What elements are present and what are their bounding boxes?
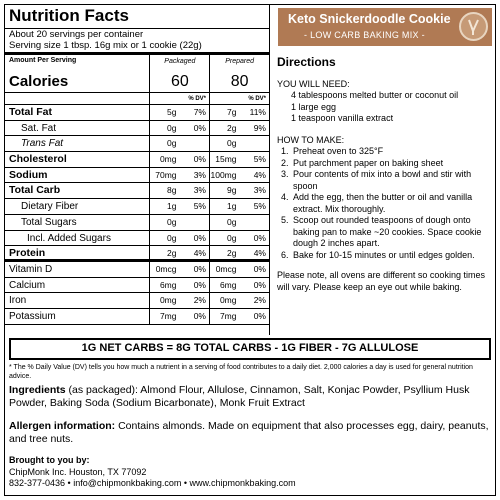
nutrient-amount-packaged: 1g [167,201,177,212]
nutrient-dv-packaged: 7% [193,107,206,117]
nutrient-amount-packaged: 5g [167,107,177,117]
nutrient-amount-prepared: 1g [227,201,237,212]
nutrient-amount-packaged: 0mg [159,154,177,165]
nutrient-amount-packaged: 0g [167,138,177,149]
nutrient-row [5,231,269,247]
nutrient-row [5,215,269,231]
nutrient-row [5,183,269,199]
step-text: Bake for 10-15 minutes or until edges golden. [293,249,475,260]
directions-heading: Directions [277,55,336,69]
nutrient-name: Sodium [9,168,48,181]
amount-per-serving-label: Amount Per Serving [9,57,77,64]
nutrient-dv-prepared: 4% [253,169,266,180]
step-item [277,169,495,192]
step-item [277,158,495,170]
allergen-info [9,420,495,446]
nutrient-row [5,136,269,152]
nutrient-amount-packaged: 8g [167,185,177,196]
nutrient-amount-packaged: 0g [167,216,177,227]
nutrient-name: Protein [9,247,46,260]
brought-heading: Brought to you by: [9,455,90,465]
nutrient-dv-packaged: 0% [193,122,206,133]
nutrient-amount-prepared: 2g [227,248,237,259]
nutrient-amount-prepared: 100mg [210,169,237,180]
product-subtitle: - LOW CARB BAKING MIX - [304,30,425,40]
step-item [277,250,495,262]
nutrient-row [5,152,269,168]
nutrient-amount-packaged: 0mcg [155,263,177,274]
nutrient-dv-prepared: 5% [253,201,266,212]
nutrient-dv-packaged: 0% [193,154,206,165]
nutrient-dv-prepared: 0% [253,279,266,290]
nutrient-dv-packaged: 0% [193,263,206,274]
nutrient-dv-packaged: 0% [193,279,206,290]
nutrient-dv-prepared: 5% [253,154,266,165]
company-contact: 832-377-0436 • info@chipmonkbaking.com • www.chipmonkbaking.com [9,478,296,488]
nutrient-name: Potassium [9,310,56,322]
dv-header-prepared: % DV* [248,96,266,102]
chipmonk-logo-icon [459,12,488,41]
ingredients-text: (as packaged): Almond Flour, Allulose, Cinnamon, Salt, Konjac Powder, Psyllium Husk Powder, Baking Soda (Sodium Bicarbonate), Monk Fruit Extract [9,384,470,409]
you-will-need-heading: YOU WILL NEED: [277,78,350,89]
you-will-need-list [277,90,495,125]
nutrient-row [5,278,269,294]
nutrient-dv-prepared: 3% [253,185,266,196]
serving-size: Serving size 1 tbsp. 16g mix or 1 cookie (22g) [5,40,269,55]
nutrient-name: Incl. Added Sugars [27,232,111,244]
nutrient-dv-packaged: 4% [193,248,206,259]
nutrient-row [5,199,269,215]
net-carbs-bar: 1G NET CARBS = 8G TOTAL CARBS - 1G FIBER - 7G ALLULOSE [9,338,491,360]
nutrient-name: Cholesterol [9,153,67,166]
daily-value-footnote: * The % Daily Value (DV) tells you how much a nutrient in a serving of food contributes to a daily diet. 2,000 calories a day is used for general nutrition advice. [9,364,473,380]
nutrient-row [5,105,269,121]
nutrient-dv-packaged [180,136,210,151]
need-item: 1 teaspoon vanilla extract [291,113,394,123]
calories-packaged: 60 [170,73,189,90]
nutrient-amount-prepared: 9g [227,185,237,196]
step-item [277,146,495,158]
nutrient-dv-prepared: 4% [253,248,266,259]
nutrient-amount-prepared: 7g [227,107,237,117]
nutrient-amount-packaged: 70mg [155,169,177,180]
nutrient-dv-packaged: 5% [193,201,206,212]
calories-prepared: 80 [230,73,249,90]
nutrient-name: Calcium [9,279,46,291]
packaged-column-header: Packaged [164,58,196,65]
company-address: ChipMonk Inc. Houston, TX 77092 [9,466,147,477]
nutrient-dv-prepared: 11% [249,107,266,117]
step-number: 4. [281,192,289,202]
ingredients-label: Ingredients [9,384,66,396]
step-number: 6. [281,249,289,260]
nutrient-amount-packaged: 0g [167,122,177,133]
oven-note: Please note, all ovens are different so cooking times will vary. Please keep an eye out while baking. [277,270,485,292]
step-text: Pour contents of mix into a bowl and stir with spoon [293,169,472,191]
nutrient-name: Total Carb [9,184,61,197]
nutrient-row [5,168,269,184]
nutrient-amount-prepared: 2g [227,122,237,133]
nutrient-amount-prepared: 15mg [215,154,237,165]
how-to-make-heading: HOW TO MAKE: [277,134,345,145]
nutrient-dv-prepared: 0% [253,232,266,243]
nutrient-dv-packaged: 3% [193,185,206,196]
nutrient-amount-prepared: 0g [227,138,237,149]
step-text: Add the egg, then the butter or oil and vanilla extract. Mix thoroughly. [293,192,473,214]
step-item [277,192,495,215]
nutrient-dv-prepared: 2% [253,295,266,306]
nutrient-amount-packaged: 6mg [159,279,177,290]
nutrient-amount-prepared: 0mcg [215,263,237,274]
nutrient-dv-packaged [180,215,210,230]
brought-to-you-by [9,455,495,490]
nutrient-amount-packaged: 7mg [159,310,177,321]
nutrient-row [5,293,269,309]
product-banner [278,8,492,46]
product-title: Keto Snickerdoodle Cookie [288,12,451,26]
nutrient-row [5,309,269,325]
need-item: 4 tablespoons melted butter or coconut oil [291,90,459,100]
step-number: 1. [281,146,289,156]
dv-header-row [5,93,269,105]
nutrition-facts-title: Nutrition Facts [5,5,269,29]
nutrient-amount-prepared: 7mg [219,310,237,321]
step-number: 3. [281,169,289,179]
nutrient-rows [5,105,269,325]
nutrient-dv-packaged: 2% [193,295,206,306]
nutrition-facts-panel [5,5,270,335]
nutrient-dv-packaged: 3% [193,169,206,180]
step-number: 2. [281,157,289,168]
nutrient-name: Total Fat [9,106,52,118]
ingredients [9,384,495,410]
nutrient-dv-prepared: 0% [253,310,266,321]
calories-label: Calories [9,73,69,90]
nutrient-name: Sat. Fat [21,122,57,134]
nutrient-dv-prepared: 0% [253,263,266,274]
how-to-make-steps [277,146,495,261]
nutrient-row [5,121,269,137]
nutrient-amount-packaged: 2g [167,248,177,259]
need-item: 1 large egg [291,101,337,112]
nutrient-name: Total Sugars [21,216,77,228]
nutrient-name: Dietary Fiber [21,201,79,213]
nutrient-amount-prepared: 6mg [219,279,237,290]
nutrient-dv-prepared [240,136,270,151]
step-text: Preheat oven to 325°F [293,146,384,156]
step-text: Scoop out rounded teaspoons of dough onto baking pan to make ~20 cookies. Space cookie dough 2 inches apart. [293,215,482,248]
allergen-label: Allergen information: [9,420,116,432]
nutrient-amount-prepared: 0g [227,216,237,227]
nutrient-amount-packaged: 0mg [159,295,177,306]
nutrient-name: Iron [9,295,27,307]
nutrient-dv-packaged: 0% [193,310,206,321]
nutrient-dv-prepared: 9% [253,122,266,133]
nutrient-row [5,246,269,262]
directions-section [277,57,495,293]
nutrient-name: Vitamin D [9,263,53,275]
nutrient-amount-prepared: 0g [227,232,237,243]
nutrient-row [5,262,269,278]
dv-header-packaged: % DV* [188,96,206,102]
servings-per-container: About 20 servings per container [9,29,144,40]
product-label [4,4,496,496]
nutrient-dv-packaged: 0% [193,232,206,243]
allergen-text: Contains almonds. Made on equipment that also processes egg, dairy, peanuts, and tree nuts. [9,420,489,445]
step-text: Put parchment paper on baking sheet [293,157,444,168]
step-item [277,215,495,250]
nutrient-amount-prepared: 0mg [219,295,237,306]
nutrient-dv-prepared [240,215,270,230]
calories-row [5,55,269,93]
prepared-column-header: Prepared [225,58,255,65]
step-number: 5. [281,215,289,225]
nutrient-name: Trans Fat [21,138,64,150]
nutrient-amount-packaged: 0g [167,232,177,243]
